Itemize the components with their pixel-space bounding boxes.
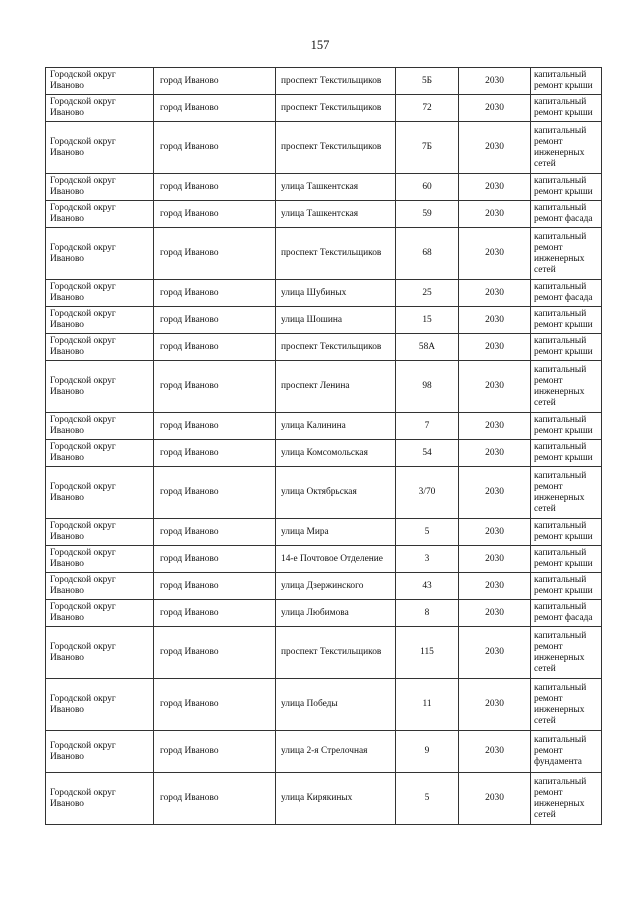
- city-cell: город Иваново: [154, 440, 276, 467]
- house-number-cell: 68: [396, 228, 459, 280]
- district-cell: Городской округ Иваново: [46, 773, 154, 825]
- street-cell: улица Любимова: [276, 600, 396, 627]
- table-row: [46, 201, 602, 228]
- city-cell: город Иваново: [154, 573, 276, 600]
- city-cell: город Иваново: [154, 600, 276, 627]
- year-cell: 2030: [459, 467, 531, 519]
- street-cell: улица Шубиных: [276, 280, 396, 307]
- street-cell: улица Дзержинского: [276, 573, 396, 600]
- house-number-cell: 54: [396, 440, 459, 467]
- work-type-cell: капитальный ремонт инженерных сетей: [531, 228, 602, 280]
- street-cell: улица Ташкентская: [276, 174, 396, 201]
- work-type-cell: капитальный ремонт фасада: [531, 280, 602, 307]
- district-cell: Городской округ Иваново: [46, 440, 154, 467]
- house-number-cell: 9: [396, 731, 459, 773]
- house-number-cell: 15: [396, 307, 459, 334]
- work-type-cell: капитальный ремонт крыши: [531, 68, 602, 95]
- street-cell: проспект Ленина: [276, 361, 396, 413]
- year-cell: 2030: [459, 546, 531, 573]
- house-number-cell: 58А: [396, 334, 459, 361]
- work-type-cell: капитальный ремонт инженерных сетей: [531, 627, 602, 679]
- year-cell: 2030: [459, 95, 531, 122]
- city-cell: город Иваново: [154, 627, 276, 679]
- district-cell: Городской округ Иваново: [46, 307, 154, 334]
- year-cell: 2030: [459, 334, 531, 361]
- year-cell: 2030: [459, 731, 531, 773]
- house-number-cell: 11: [396, 679, 459, 731]
- district-cell: Городской округ Иваново: [46, 68, 154, 95]
- work-type-cell: капитальный ремонт инженерных сетей: [531, 122, 602, 174]
- district-cell: Городской округ Иваново: [46, 679, 154, 731]
- city-cell: город Иваново: [154, 679, 276, 731]
- district-cell: Городской округ Иваново: [46, 361, 154, 413]
- city-cell: город Иваново: [154, 201, 276, 228]
- house-number-cell: 59: [396, 201, 459, 228]
- city-cell: город Иваново: [154, 334, 276, 361]
- table-row: [46, 174, 602, 201]
- house-number-cell: 5: [396, 519, 459, 546]
- street-cell: улица Мира: [276, 519, 396, 546]
- work-type-cell: капитальный ремонт крыши: [531, 440, 602, 467]
- table-body: [46, 68, 602, 825]
- year-cell: 2030: [459, 201, 531, 228]
- street-cell: проспект Текстильщиков: [276, 95, 396, 122]
- year-cell: 2030: [459, 122, 531, 174]
- year-cell: 2030: [459, 174, 531, 201]
- table-row: [46, 95, 602, 122]
- district-cell: Городской округ Иваново: [46, 280, 154, 307]
- work-type-cell: капитальный ремонт фасада: [531, 201, 602, 228]
- table-row: [46, 467, 602, 519]
- year-cell: 2030: [459, 228, 531, 280]
- house-number-cell: 3: [396, 546, 459, 573]
- year-cell: 2030: [459, 679, 531, 731]
- district-cell: Городской округ Иваново: [46, 519, 154, 546]
- year-cell: 2030: [459, 68, 531, 95]
- city-cell: город Иваново: [154, 467, 276, 519]
- district-cell: Городской округ Иваново: [46, 573, 154, 600]
- city-cell: город Иваново: [154, 413, 276, 440]
- table-row: [46, 334, 602, 361]
- city-cell: город Иваново: [154, 546, 276, 573]
- district-cell: Городской округ Иваново: [46, 600, 154, 627]
- work-type-cell: капитальный ремонт инженерных сетей: [531, 361, 602, 413]
- city-cell: город Иваново: [154, 773, 276, 825]
- table-row: [46, 440, 602, 467]
- year-cell: 2030: [459, 440, 531, 467]
- work-type-cell: капитальный ремонт крыши: [531, 95, 602, 122]
- district-cell: Городской округ Иваново: [46, 122, 154, 174]
- street-cell: проспект Текстильщиков: [276, 334, 396, 361]
- street-cell: улица Ташкентская: [276, 201, 396, 228]
- district-cell: Городской округ Иваново: [46, 95, 154, 122]
- year-cell: 2030: [459, 600, 531, 627]
- street-cell: улица Кирякиных: [276, 773, 396, 825]
- repair-schedule-table: [45, 67, 602, 825]
- year-cell: 2030: [459, 573, 531, 600]
- work-type-cell: капитальный ремонт крыши: [531, 573, 602, 600]
- work-type-cell: капитальный ремонт фасада: [531, 600, 602, 627]
- house-number-cell: 25: [396, 280, 459, 307]
- table-row: [46, 773, 602, 825]
- house-number-cell: 60: [396, 174, 459, 201]
- street-cell: улица Победы: [276, 679, 396, 731]
- house-number-cell: 5: [396, 773, 459, 825]
- work-type-cell: капитальный ремонт крыши: [531, 519, 602, 546]
- district-cell: Городской округ Иваново: [46, 413, 154, 440]
- work-type-cell: капитальный ремонт крыши: [531, 546, 602, 573]
- table-row: [46, 519, 602, 546]
- table-row: [46, 600, 602, 627]
- house-number-cell: 115: [396, 627, 459, 679]
- table-row: [46, 627, 602, 679]
- street-cell: улица Калинина: [276, 413, 396, 440]
- district-cell: Городской округ Иваново: [46, 467, 154, 519]
- street-cell: проспект Текстильщиков: [276, 122, 396, 174]
- street-cell: проспект Текстильщиков: [276, 68, 396, 95]
- city-cell: город Иваново: [154, 122, 276, 174]
- year-cell: 2030: [459, 627, 531, 679]
- table-row: [46, 361, 602, 413]
- table-row: [46, 68, 602, 95]
- street-cell: улица Комсомольская: [276, 440, 396, 467]
- year-cell: 2030: [459, 773, 531, 825]
- year-cell: 2030: [459, 413, 531, 440]
- district-cell: Городской округ Иваново: [46, 228, 154, 280]
- city-cell: город Иваново: [154, 280, 276, 307]
- year-cell: 2030: [459, 307, 531, 334]
- table-row: [46, 228, 602, 280]
- table-row: [46, 573, 602, 600]
- work-type-cell: капитальный ремонт крыши: [531, 174, 602, 201]
- work-type-cell: капитальный ремонт фундамента: [531, 731, 602, 773]
- page-number: 157: [310, 38, 330, 52]
- street-cell: проспект Текстильщиков: [276, 627, 396, 679]
- year-cell: 2030: [459, 361, 531, 413]
- city-cell: город Иваново: [154, 228, 276, 280]
- work-type-cell: капитальный ремонт крыши: [531, 307, 602, 334]
- street-cell: 14-е Почтовое Отделение: [276, 546, 396, 573]
- year-cell: 2030: [459, 519, 531, 546]
- house-number-cell: 43: [396, 573, 459, 600]
- table-row: [46, 413, 602, 440]
- house-number-cell: 3/70: [396, 467, 459, 519]
- table-row: [46, 307, 602, 334]
- district-cell: Городской округ Иваново: [46, 174, 154, 201]
- table-row: [46, 679, 602, 731]
- city-cell: город Иваново: [154, 731, 276, 773]
- street-cell: проспект Текстильщиков: [276, 228, 396, 280]
- table-row: [46, 280, 602, 307]
- district-cell: Городской округ Иваново: [46, 627, 154, 679]
- district-cell: Городской округ Иваново: [46, 546, 154, 573]
- house-number-cell: 7Б: [396, 122, 459, 174]
- work-type-cell: капитальный ремонт крыши: [531, 413, 602, 440]
- city-cell: город Иваново: [154, 307, 276, 334]
- work-type-cell: капитальный ремонт инженерных сетей: [531, 679, 602, 731]
- city-cell: город Иваново: [154, 174, 276, 201]
- city-cell: город Иваново: [154, 95, 276, 122]
- table-row: [46, 546, 602, 573]
- district-cell: Городской округ Иваново: [46, 201, 154, 228]
- city-cell: город Иваново: [154, 519, 276, 546]
- street-cell: улица Октябрьская: [276, 467, 396, 519]
- house-number-cell: 5Б: [396, 68, 459, 95]
- work-type-cell: капитальный ремонт инженерных сетей: [531, 467, 602, 519]
- city-cell: город Иваново: [154, 361, 276, 413]
- street-cell: улица 2-я Стрелочная: [276, 731, 396, 773]
- district-cell: Городской округ Иваново: [46, 731, 154, 773]
- house-number-cell: 98: [396, 361, 459, 413]
- house-number-cell: 8: [396, 600, 459, 627]
- district-cell: Городской округ Иваново: [46, 334, 154, 361]
- street-cell: улица Шошина: [276, 307, 396, 334]
- house-number-cell: 7: [396, 413, 459, 440]
- work-type-cell: капитальный ремонт крыши: [531, 334, 602, 361]
- table-row: [46, 122, 602, 174]
- house-number-cell: 72: [396, 95, 459, 122]
- city-cell: город Иваново: [154, 68, 276, 95]
- work-type-cell: капитальный ремонт инженерных сетей: [531, 773, 602, 825]
- year-cell: 2030: [459, 280, 531, 307]
- table-row: [46, 731, 602, 773]
